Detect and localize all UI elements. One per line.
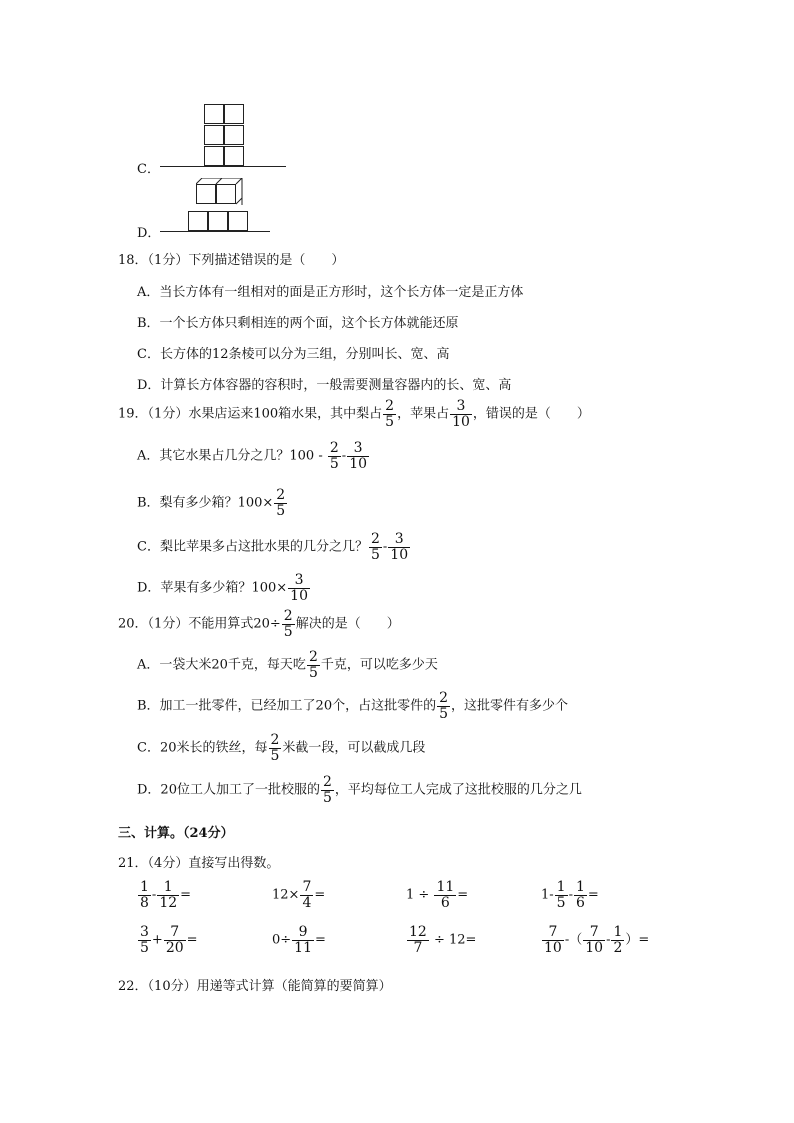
question-19-stem [118,399,590,429]
calc-expression: 1 ÷ $\frac{11}{6}$ = [406,879,469,911]
ground-line [160,166,286,167]
fraction: $\frac{2}{5}$ [385,398,395,430]
fraction: $\frac{3}{10}$ [452,398,470,430]
q19-option-a: A．其它水果占几分之几？100 - $\frac{2}{5}$ - $\frac{3}{10}$ [137,440,368,472]
stem-text: ，错误的是（ ） [472,406,590,422]
option-d-label: D． [137,226,161,241]
section-title: 三、计算。（24分） [118,826,234,841]
calc-expression: 0÷ $\frac{9}{11}$ = [272,924,326,956]
q19-option-c: C．梨比苹果多占这批水果的几分之几？ $\frac{2}{5}$ - $\frac{3}{10}$ [137,531,409,563]
q20-option-a: A．一袋大米20千克，每天吃 $\frac{2}{5}$ 千克，可以吃多少天 [137,649,438,681]
q19-option-b: B．梨有多少箱？100× $\frac{2}{5}$ [137,487,286,519]
q20-option-b: B．加工一批零件，已经加工了20个，占这批零件的 $\frac{2}{5}$ ，这批零件有多少个 [137,690,569,722]
stem-text: 19．（1分）水果店运来100箱水果，其中梨占 [118,406,383,422]
calc-expression: 1- $\frac{1}{5}$ - $\frac{1}{6}$ = [541,879,599,911]
calc-expression: 12× $\frac{7}{4}$ = [272,879,326,911]
q18-option-d: D．计算长方体容器的容积时，一般需要测量容器内的长、宽、高 [137,378,512,393]
q18-option-c: C．长方体的12条棱可以分为三组，分别叫长、宽、高 [137,347,450,362]
question-18-stem: 18．（1分）下列描述错误的是（ ） [118,253,345,268]
cube [224,146,244,166]
cube [224,104,244,124]
cube [204,104,224,124]
q18-option-b: B．一个长方体只剩相连的两个面，这个长方体就能还原 [137,316,459,331]
calc-expression: $\frac{7}{10}$ -（ $\frac{7}{10}$ - $\frac{1}{2}$ ）= [544,924,650,956]
question-22-stem: 22．（10分）用递等式计算（能简算的要简算） [118,979,392,994]
ground-line [160,231,270,232]
question-20-stem: 20．（1分）不能用算式20÷ $\frac{2}{5}$ 解决的是（ ） [118,608,400,640]
q20-option-c: C．20米长的铁丝，每 $\frac{2}{5}$ 米截一段，可以截成几段 [137,732,426,764]
q18-option-a: A．当长方体有一组相对的面是正方形时，这个长方体一定是正方体 [137,285,524,300]
cube [204,125,224,145]
cube [224,125,244,145]
q19-option-d: D．苹果有多少箱？100× $\frac{3}{10}$ [137,572,308,604]
calc-expression: $\frac{3}{5}$ + $\frac{7}{20}$ = [140,924,198,956]
q20-option-d: D．20位工人加工了一批校服的 $\frac{2}{5}$ ，平均每位工人完成了这批校服的几分之几 [137,774,582,806]
calc-expression: $\frac{1}{8}$ - $\frac{1}{12}$ = [140,879,192,911]
calc-expression: $\frac{12}{7}$ ÷ 12= [409,924,477,956]
cube-3d-edges [196,178,246,233]
cube [204,146,224,166]
question-21-stem: 21．（4分）直接写出得数。 [118,856,280,871]
option-c-label: C． [137,162,160,177]
stem-text: ，苹果占 [397,406,450,422]
